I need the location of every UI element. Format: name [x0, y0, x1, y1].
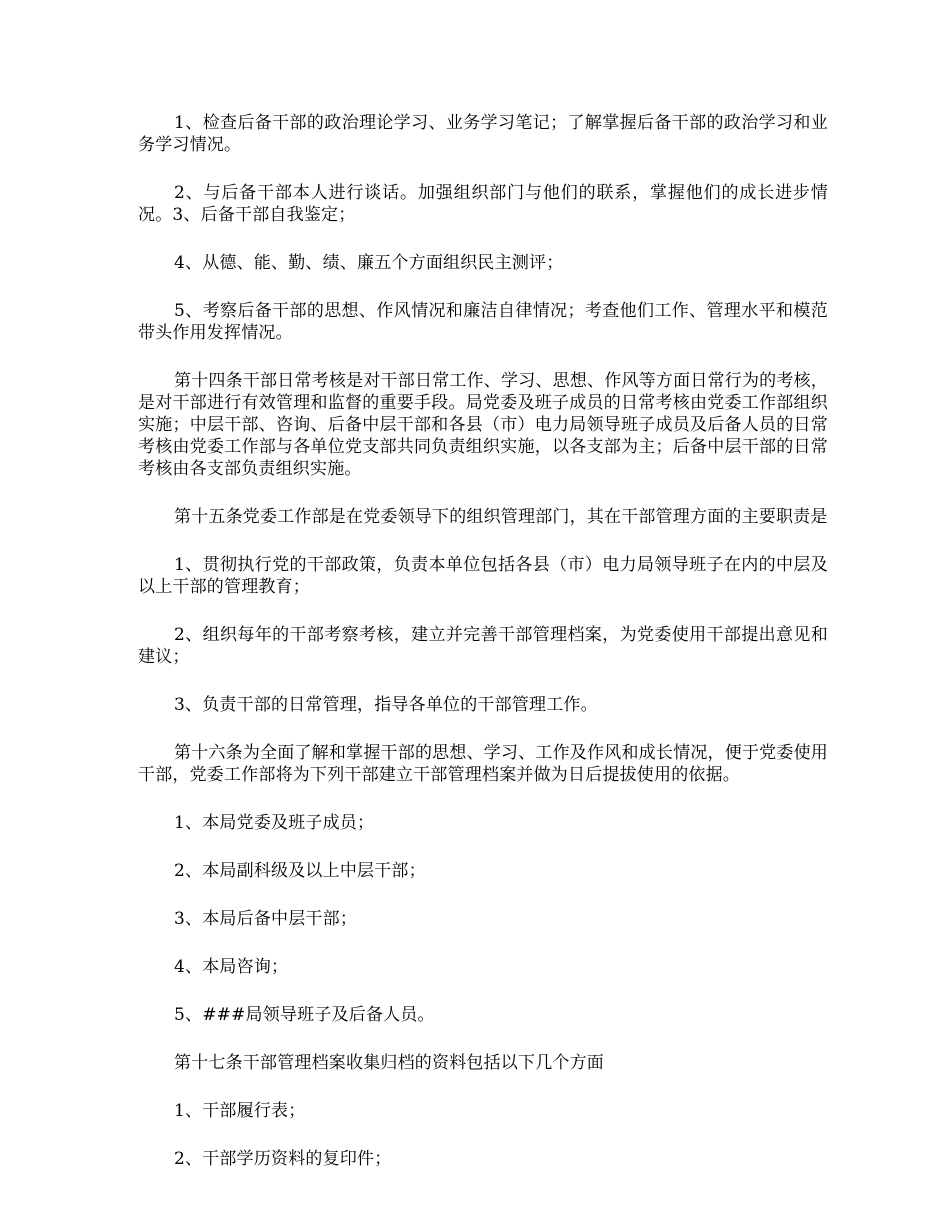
article-15: 第十五条党委工作部是在党委领导下的组织管理部门，其在干部管理方面的主要职责是 [174, 507, 828, 527]
paragraph-18: 2、干部学历资料的复印件； [174, 1149, 392, 1169]
paragraph-15: 5、###局领导班子及后备人员。 [174, 1005, 435, 1025]
paragraph-11: 1、本局党委及班子成员； [174, 813, 375, 833]
paragraph-8: 2、组织每年的干部考察考核，建立并完善干部管理档案，为党委使用干部提出意见和建议； [138, 625, 828, 667]
document-body [138, 112, 828, 1196]
paragraph-13: 3、本局后备中层干部； [174, 909, 358, 929]
article-16: 第十六条为全面了解和掌握干部的思想、学习、工作及作风和成长情况，便于党委使用干部，党委工作部将为下列干部建立干部管理档案并做为日后提拔使用的依据。 [138, 743, 828, 785]
paragraph-2: 2、与后备干部本人进行谈话。加强组织部门与他们的联系，掌握他们的成长进步情况。3、后备干部自我鉴定； [138, 183, 828, 225]
paragraph-3: 4、从德、能、勤、绩、廉五个方面组织民主测评； [174, 253, 564, 273]
paragraph-14: 4、本局咨询； [174, 957, 289, 977]
paragraph-1: 1、检查后备干部的政治理论学习、业务学习笔记；了解掌握后备干部的政治学习和业务学习情况。 [138, 113, 828, 155]
paragraph-9: 3、负责干部的日常管理，指导各单位的干部管理工作。 [174, 695, 598, 715]
paragraph-12: 2、本局副科级及以上中层干部； [174, 861, 426, 881]
paragraph-7: 1、贯彻执行党的干部政策，负责本单位包括各县（市）电力局领导班子在内的中层及以上干部的管理教育； [138, 555, 828, 597]
article-17: 第十七条干部管理档案收集归档的资料包括以下几个方面 [174, 1053, 604, 1073]
paragraph-4: 5、考察后备干部的思想、作风情况和廉洁自律情况；考查他们工作、管理水平和模范带头作用发挥情况。 [138, 301, 828, 343]
paragraph-17: 1、干部履行表； [174, 1101, 306, 1121]
article-14: 第十四条干部日常考核是对干部日常工作、学习、思想、作风等方面日常行为的考核，是对干部进行有效管理和监督的重要手段。局党委及班子成员的日常考核由党委工作部组织实施；中层干部、咨询、后备中层干部和各县（市）电力局领导班子成员及后备人员的日常考核由党委工作部与各单位党支部共同负责组织实施，以各支部为主；后备中层干部的日常考核由各支部负责组织实施。 [138, 371, 828, 479]
